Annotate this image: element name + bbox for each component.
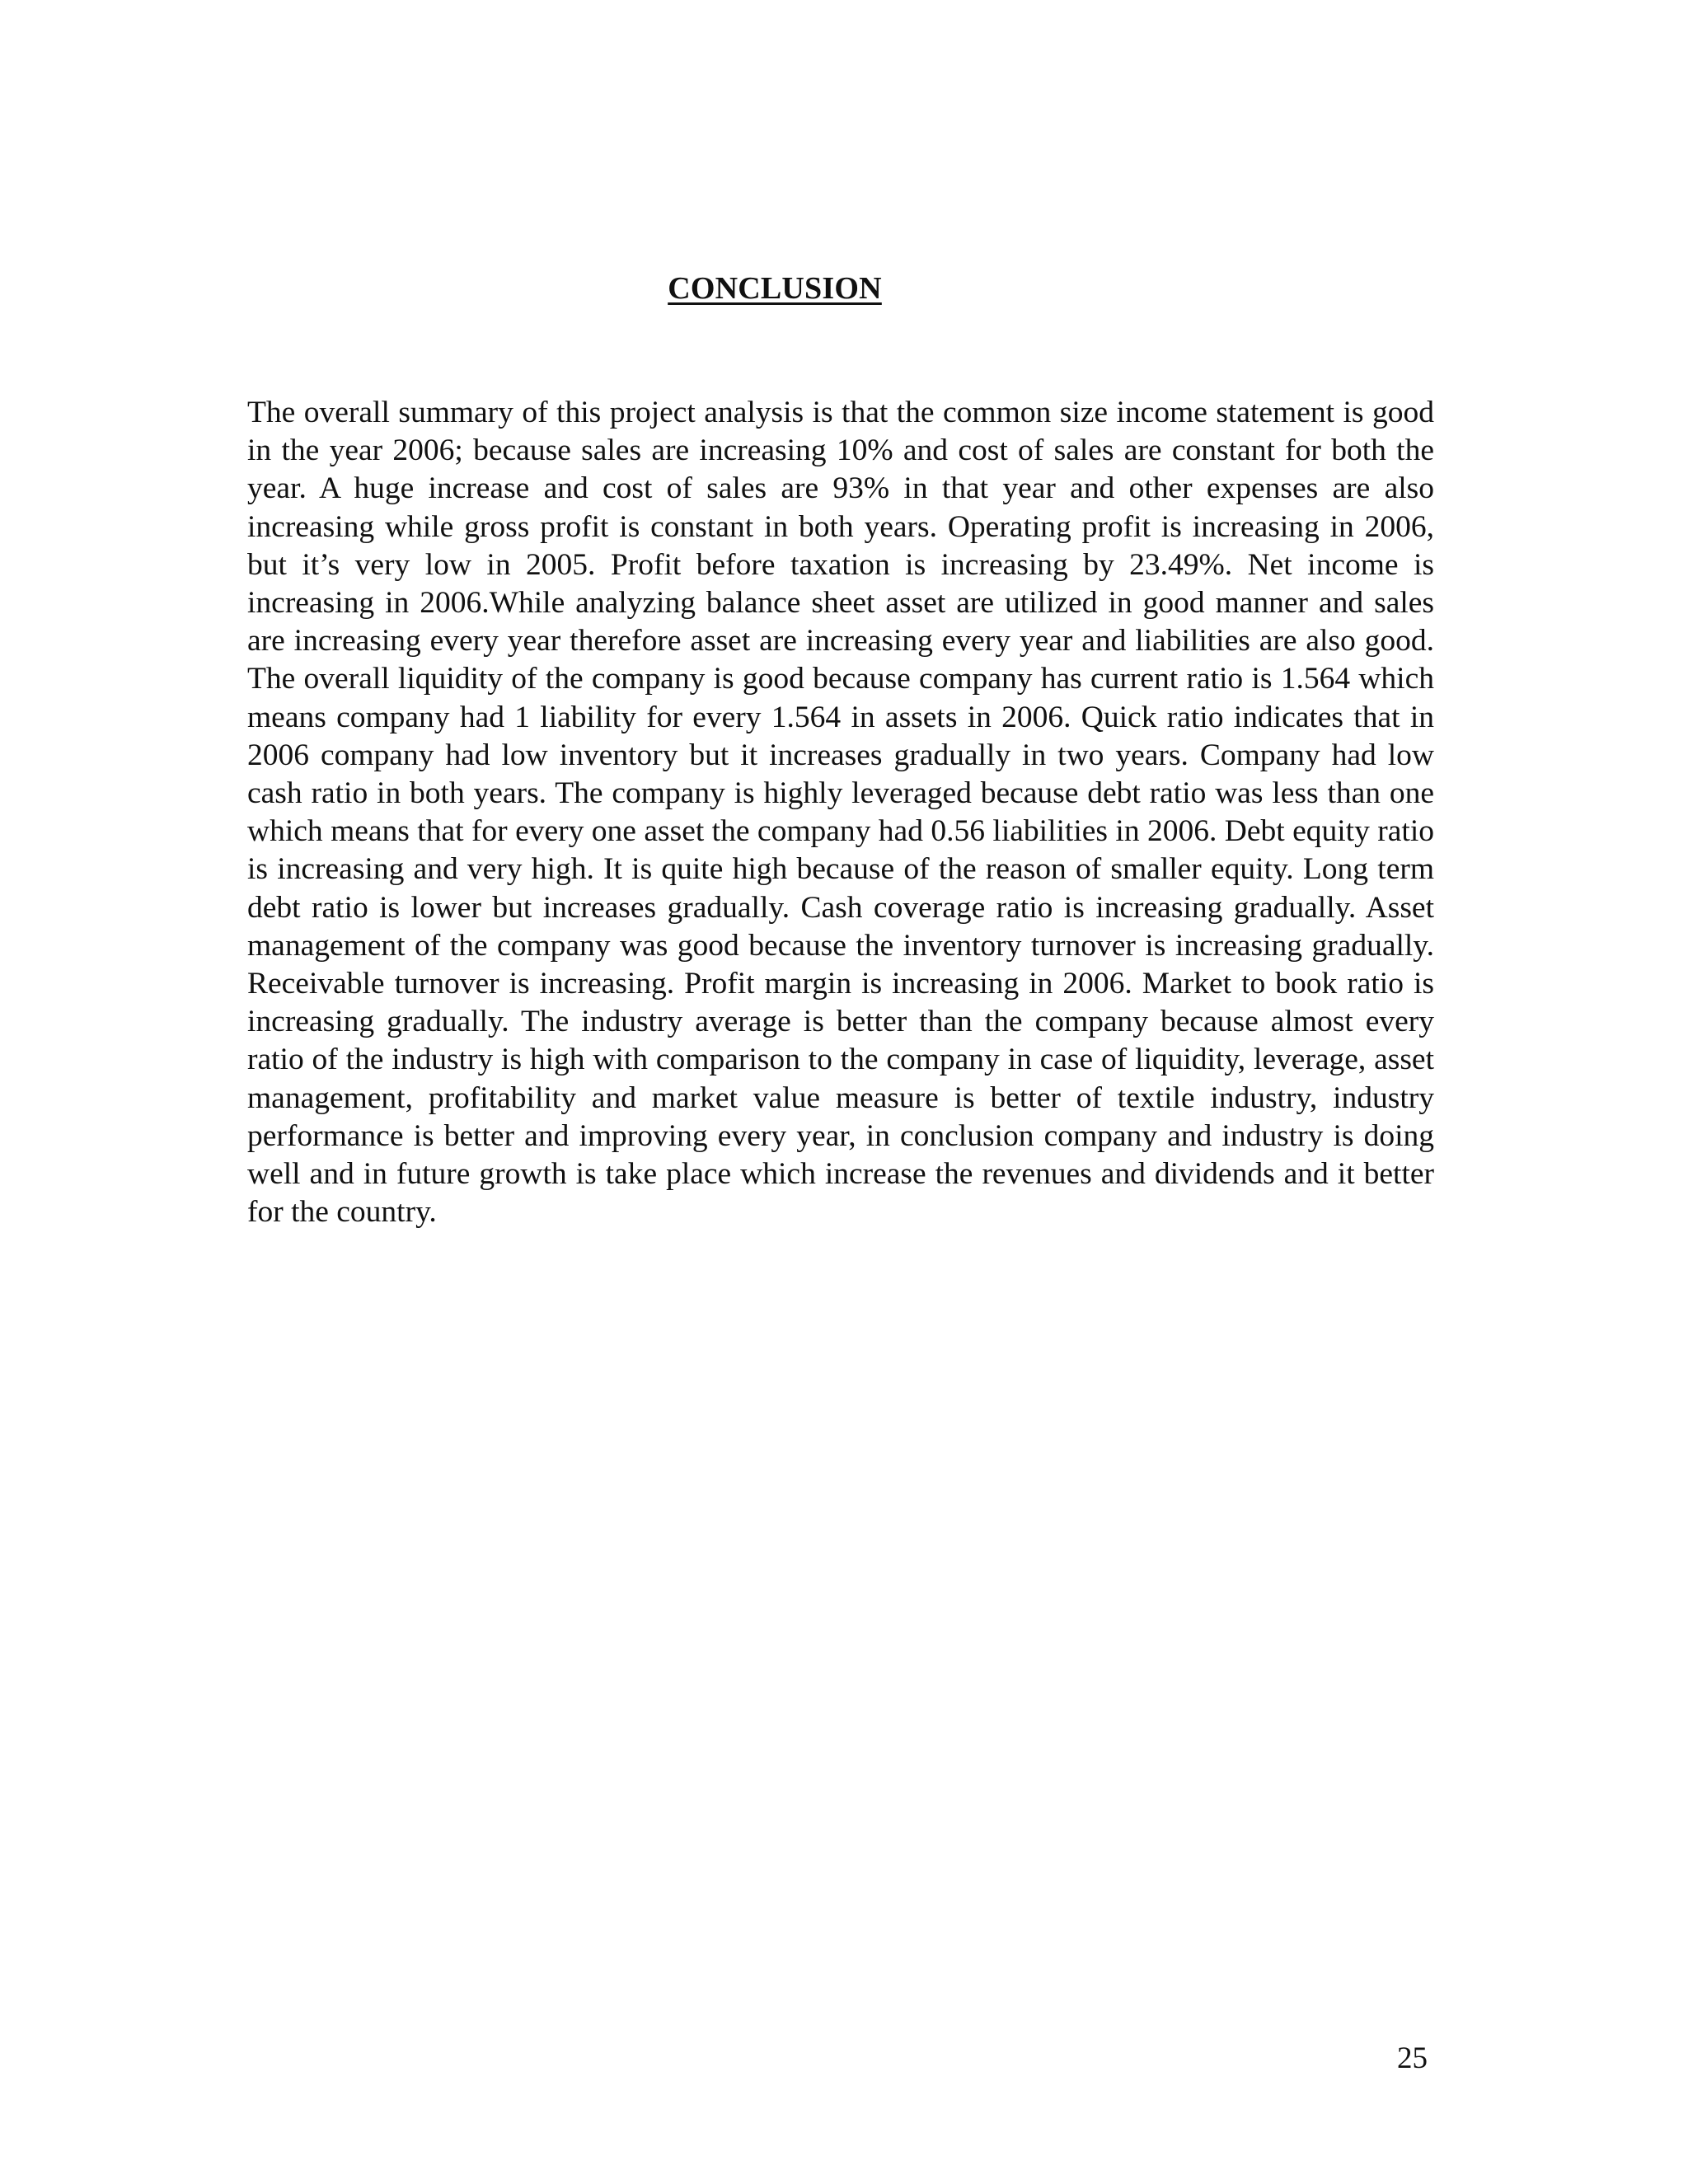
page-number: 25	[1397, 2041, 1428, 2075]
page-title: CONCLUSION	[668, 271, 882, 306]
conclusion-paragraph: The overall summary of this project analysis is that the common size income statement is good in the year 2006; because sales are increasing 10% and cost of sales are constant for both the year. A huge increase and cost of sales are 93% in that year and other expenses are also increasing while gross profit is constant in both years. Operating profit is increasing in 2006, but it’s very low in 2005. Profit before taxation is increasing by 23.49%. Net income is increasing in 2006.While analyzing balance sheet asset are utilized in good manner and sales are increasing every year therefore asset are increasing every year and liabilities are also good. The overall liquidity of the company is good because company has current ratio is 1.564 which means company had 1 liability for every 1.564 in assets in 2006. Quick ratio indicates that in 2006 company had low inventory but it increases gradually in two years. Company had low cash ratio in both years. The company is highly leveraged because debt ratio was less than one which means that for every one asset the company had 0.56 liabilities in 2006. Debt equity ratio is increasing and very high. It is quite high because of the reason of smaller equity. Long term debt ratio is lower but increases gradually. Cash coverage ratio is increasing gradually. Asset management of the company was good because the inventory turnover is increasing gradually. Receivable turnover is increasing. Profit margin is increasing in 2006. Market to book ratio is increasing gradually. The industry average is better than the company because almost every ratio of the industry is high with comparison to the company in case of liquidity, leverage, asset management, profitability and market value measure is better of textile industry, industry performance is better and improving every year, in conclusion company and industry is doing well and in future growth is take place which increase the revenues and dividends and it better for the country.	[247, 396, 1434, 1230]
